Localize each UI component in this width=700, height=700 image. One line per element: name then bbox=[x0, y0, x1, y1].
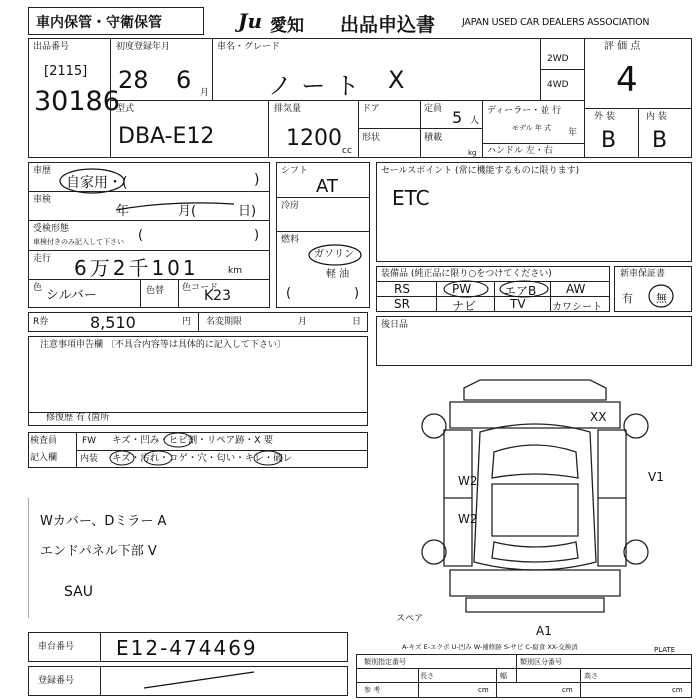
equip-tv: TV bbox=[510, 297, 526, 311]
shift-value: AT bbox=[316, 176, 338, 197]
first-reg-year: 28 bbox=[118, 66, 149, 94]
equip-navi: ナビ bbox=[452, 299, 477, 313]
model-grade-value: X bbox=[388, 66, 405, 94]
first-reg-month-unit: 月 bbox=[200, 88, 210, 98]
first-reg-label: 初度登録年月 bbox=[116, 42, 171, 52]
spec-reference: 参 考 bbox=[364, 686, 381, 694]
logo-region: 愛知 bbox=[270, 16, 304, 36]
mileage-value: 6万2千101 bbox=[74, 256, 199, 280]
color-code-label: 色コード bbox=[182, 283, 219, 293]
reception-note: 車検付きのみ記入して下さい bbox=[33, 238, 124, 246]
equipment-circles bbox=[440, 278, 600, 300]
name-change-day: 日 bbox=[352, 317, 362, 327]
registration-strike bbox=[140, 668, 260, 692]
eval-exterior-label: 外 装 bbox=[594, 112, 615, 122]
capacity-label: 定員 bbox=[424, 104, 443, 114]
mileage-label: 走行 bbox=[33, 254, 52, 264]
inspection-strike bbox=[110, 196, 240, 216]
spec-class-div: 類別区分番号 bbox=[520, 658, 562, 666]
damage-mark-a1: A1 bbox=[536, 624, 552, 638]
fuel-open: ( bbox=[286, 286, 292, 301]
registration-label: 登録番号 bbox=[38, 676, 75, 686]
mileage-unit: km bbox=[228, 266, 242, 276]
spec-length: 長さ bbox=[420, 672, 434, 680]
inspector-row1: キズ・凹み・ヒビ割・リペア跡・X 要 bbox=[112, 435, 274, 446]
eval-score: 4 bbox=[616, 60, 638, 100]
inspection-label: 車検 bbox=[33, 195, 52, 205]
equip-pw: PW bbox=[452, 282, 472, 296]
damage-mark-v1: V1 bbox=[648, 470, 664, 484]
history-close: ) bbox=[254, 172, 260, 188]
model-name-value: ノート bbox=[268, 72, 370, 100]
inspector-row2: キズ・汚れ・コゲ・穴・匂い・キレ・破レ bbox=[112, 453, 293, 464]
equip-sr: SR bbox=[394, 297, 410, 311]
spec-unit-3: cm bbox=[672, 686, 683, 694]
inspector-circles bbox=[108, 430, 308, 470]
load-unit: kg bbox=[468, 149, 477, 157]
handwritten-note-1: Wカバー、Dミラー A bbox=[40, 514, 167, 529]
equipment-label: 装備品 (純正品に限り○をつけてください) bbox=[381, 269, 552, 279]
drive-2wd: 2WD bbox=[547, 54, 569, 64]
eval-exterior: B bbox=[601, 128, 617, 153]
form-title: 出品申込書 bbox=[340, 14, 436, 36]
eval-interior-label: 内 装 bbox=[646, 112, 667, 122]
capacity-unit: 人 bbox=[470, 116, 480, 126]
shift-label: シフト bbox=[281, 166, 309, 176]
load-label: 積載 bbox=[424, 133, 443, 143]
chassis-label: 車台番号 bbox=[38, 642, 75, 652]
plate-label: PLATE bbox=[654, 646, 676, 654]
inspector-label-1: 検査員 bbox=[30, 436, 58, 446]
capacity-value: 5 bbox=[452, 108, 463, 127]
warranty-no-circle bbox=[646, 282, 676, 310]
equip-airbag: エアB bbox=[504, 284, 537, 298]
equip-leather: カワシート bbox=[552, 302, 602, 313]
displacement-unit: cc bbox=[342, 146, 352, 156]
after-day-block bbox=[376, 316, 692, 366]
ju-logo: Ju bbox=[238, 9, 263, 33]
lot-label: 出品番号 bbox=[33, 42, 70, 52]
spec-unit-2: cm bbox=[562, 686, 573, 694]
cooler-label: 冷房 bbox=[281, 201, 300, 211]
inspector-label-2: 記入欄 bbox=[30, 453, 58, 463]
spec-class-no: 類別指定番号 bbox=[364, 658, 406, 666]
type-label: 型式 bbox=[116, 104, 135, 114]
fuel-gas-circle bbox=[306, 242, 366, 268]
chassis-value: E12-474469 bbox=[116, 636, 258, 660]
name-change-month: 月 bbox=[298, 317, 308, 327]
equip-aw: AW bbox=[566, 282, 586, 296]
eval-interior: B bbox=[652, 128, 668, 153]
diagram-legend: A-キズ E-エクボ U-凹み W-補修跡 S-サビ C-腐食 XX-交換済 bbox=[402, 643, 578, 651]
first-reg-month: 6 bbox=[176, 66, 192, 94]
recycle-unit: 円 bbox=[182, 317, 192, 327]
color-change-label: 色替 bbox=[146, 286, 165, 296]
notes-label: 注意事項申告欄 〔不具合内容等は具体的に記入して下さい〕 bbox=[40, 340, 286, 350]
sales-point-value: ETC bbox=[392, 186, 430, 210]
spare-label: スペア bbox=[396, 614, 424, 624]
repair-history: 修復歴 有 (箇所 bbox=[46, 413, 110, 423]
spec-unit-1: cm bbox=[478, 686, 489, 694]
handwritten-note-3: SAU bbox=[64, 584, 93, 600]
type-value: DBA-E12 bbox=[118, 124, 215, 149]
fuel-close: ) bbox=[354, 286, 360, 301]
sales-point-label: セールスポイント (常に機能するものに限ります) bbox=[381, 166, 580, 176]
color-value: シルバー bbox=[46, 288, 97, 303]
model-year-label: モデル 年 式 bbox=[512, 124, 552, 132]
fuel-gas: ガソリン bbox=[314, 249, 354, 260]
body-shape-label: 形状 bbox=[362, 133, 381, 143]
association-name: JAPAN USED CAR DEALERS ASSOCIATION bbox=[462, 17, 650, 28]
drive-4wd: 4WD bbox=[547, 80, 569, 90]
recycle-value: 8,510 bbox=[90, 313, 136, 332]
spec-height: 高さ bbox=[584, 672, 598, 680]
color-label: 色 bbox=[33, 283, 43, 293]
warranty-label: 新車保証書 bbox=[620, 269, 666, 279]
reception-label: 受検形態 bbox=[33, 224, 70, 234]
damage-mark-w2-a: W2 bbox=[458, 474, 478, 488]
storage-tab-text: 車内保管・守衛保管 bbox=[36, 15, 162, 31]
inspector-row1-head: FW bbox=[82, 436, 97, 446]
model-name-label: 車名・グレード bbox=[217, 42, 281, 52]
color-code: K23 bbox=[204, 288, 231, 304]
warranty-no: 無 bbox=[656, 292, 667, 305]
after-day-label: 後日品 bbox=[381, 320, 409, 330]
displacement-label: 排気量 bbox=[274, 104, 302, 114]
spec-width: 幅 bbox=[500, 672, 507, 680]
sales-point-block bbox=[376, 162, 692, 262]
fuel-label: 燃料 bbox=[281, 235, 300, 245]
doors-label: ドア bbox=[362, 104, 380, 114]
inspection-year: 年 bbox=[116, 204, 130, 219]
car-damage-diagram bbox=[410, 366, 660, 628]
model-year-unit: 年 bbox=[568, 128, 578, 138]
damage-mark-w2-b: W2 bbox=[458, 512, 478, 526]
inspector-row2-head: 内装 bbox=[80, 454, 99, 464]
handwritten-note-2: エンドパネル下部 V bbox=[40, 544, 157, 559]
name-change-label: 名変期限 bbox=[206, 317, 243, 327]
inspection-month: 月( bbox=[178, 204, 197, 219]
displacement-value: 1200 bbox=[286, 126, 342, 151]
lot-sub-code: [2115] bbox=[44, 64, 88, 79]
history-value: 自家用・( bbox=[66, 175, 128, 191]
reception-open: ( bbox=[138, 228, 144, 243]
history-circle-mark bbox=[58, 166, 128, 196]
eval-label: 評 価 点 bbox=[604, 41, 641, 52]
recycle-label: R券 bbox=[33, 317, 49, 327]
equip-rs: RS bbox=[394, 282, 410, 296]
history-label: 車歴 bbox=[33, 166, 52, 176]
dealer-label: ディーラー・並 行 bbox=[487, 106, 562, 116]
inspection-day: 日) bbox=[238, 204, 257, 219]
reception-close: ) bbox=[254, 228, 260, 243]
damage-mark-xx: XX bbox=[590, 410, 607, 424]
lot-number: 30186 bbox=[34, 86, 120, 117]
fuel-diesel: 軽 油 bbox=[326, 269, 350, 280]
warranty-yes: 有 bbox=[622, 292, 633, 305]
handle-label: ハンドル 左・右 bbox=[487, 146, 553, 156]
